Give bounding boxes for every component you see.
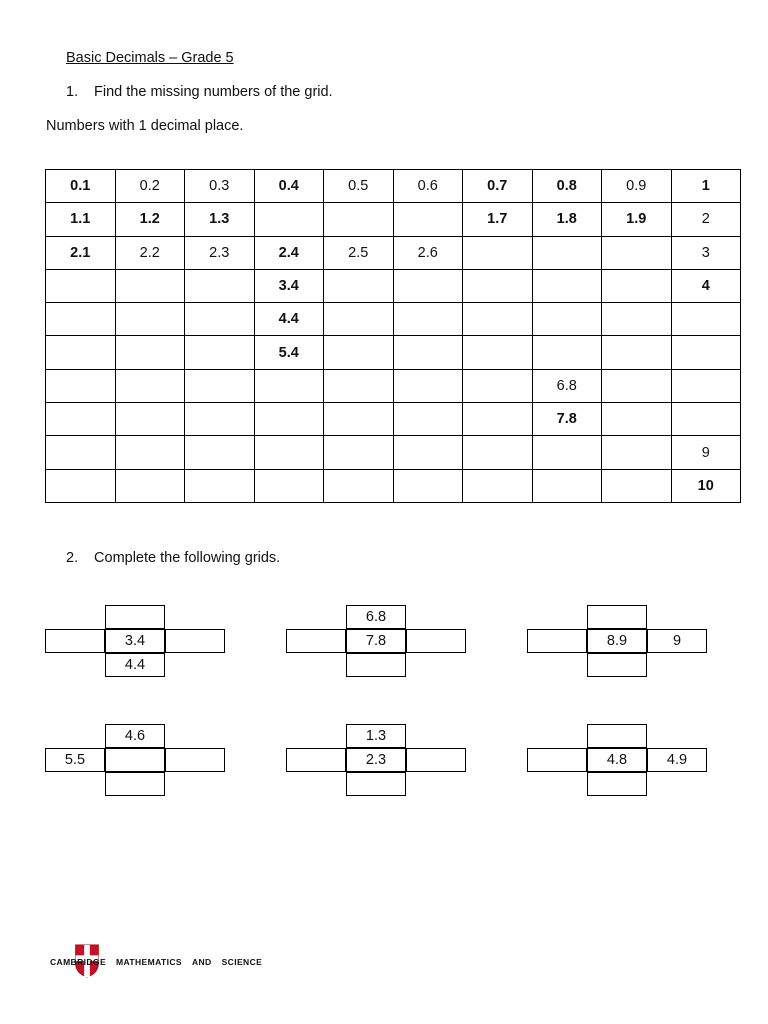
cross-cell-right[interactable]: [165, 748, 225, 772]
cross-cell-bottom[interactable]: [587, 653, 647, 677]
cross-cell-bottom[interactable]: [105, 772, 165, 796]
cross-cell-bottom[interactable]: [346, 653, 406, 677]
cross-grid-4: [45, 724, 227, 796]
grid-cell[interactable]: [463, 469, 533, 502]
grid-cell[interactable]: [46, 369, 116, 402]
grid-row: [46, 236, 741, 269]
cross-grid-2: [286, 605, 468, 677]
cross-cell-top[interactable]: [587, 724, 647, 748]
grid-cell[interactable]: [463, 303, 533, 336]
grid-cell[interactable]: [393, 469, 463, 502]
cross-cell-right[interactable]: 4.9: [647, 748, 707, 772]
grid-cell[interactable]: [185, 403, 255, 436]
cross-cell-right[interactable]: 9: [647, 629, 707, 653]
grid-cell[interactable]: 2.4: [254, 236, 324, 269]
grid-cell[interactable]: 0.4: [254, 170, 324, 203]
grid-cell[interactable]: [115, 369, 185, 402]
cross-cell-center[interactable]: 3.4: [105, 629, 165, 653]
cross-cell-top[interactable]: 4.6: [105, 724, 165, 748]
grid-cell[interactable]: [463, 403, 533, 436]
cross-cell-center[interactable]: [105, 748, 165, 772]
grid-cell[interactable]: 0.3: [185, 170, 255, 203]
grid-cell[interactable]: [254, 436, 324, 469]
grid-cell[interactable]: 1.8: [532, 203, 602, 236]
grid-cell[interactable]: [254, 469, 324, 502]
grid-cell[interactable]: [324, 469, 394, 502]
grid-cell[interactable]: [254, 203, 324, 236]
grid-row: [46, 403, 741, 436]
cross-cell-bottom[interactable]: [587, 772, 647, 796]
cross-grid-5: [286, 724, 468, 796]
grid-row: [46, 369, 741, 402]
cross-grid-3: [527, 605, 709, 677]
grid-cell[interactable]: 0.2: [115, 170, 185, 203]
question-1: [66, 84, 333, 100]
grid-cell[interactable]: 3.4: [254, 269, 324, 302]
grid-cell[interactable]: [393, 403, 463, 436]
cross-cell-center[interactable]: 8.9: [587, 629, 647, 653]
decimal-grid: [45, 169, 741, 503]
cross-cell-top[interactable]: 6.8: [346, 605, 406, 629]
grid-cell[interactable]: 1: [671, 170, 741, 203]
grid-cell[interactable]: [324, 403, 394, 436]
cross-cell-center[interactable]: 7.8: [346, 629, 406, 653]
grid-cell[interactable]: [532, 436, 602, 469]
grid-cell[interactable]: 0.1: [46, 170, 116, 203]
grid-cell[interactable]: [602, 236, 672, 269]
grid-cell[interactable]: [324, 203, 394, 236]
grid-cell[interactable]: 2.2: [115, 236, 185, 269]
grid-cell[interactable]: 4.4: [254, 303, 324, 336]
grid-cell[interactable]: [602, 369, 672, 402]
grid-row: [46, 170, 741, 203]
grid-cell[interactable]: 0.7: [463, 170, 533, 203]
question-1-text: Find the missing numbers of the grid.: [94, 84, 333, 100]
grid-cell[interactable]: [393, 203, 463, 236]
grid-cell[interactable]: [254, 403, 324, 436]
grid-cell[interactable]: [671, 336, 741, 369]
grid-cell[interactable]: 2.1: [46, 236, 116, 269]
grid-row: [46, 303, 741, 336]
grid-cell[interactable]: [393, 303, 463, 336]
cross-cell-left[interactable]: [527, 748, 587, 772]
grid-cell[interactable]: [46, 336, 116, 369]
grid-cell[interactable]: [671, 369, 741, 402]
grid-cell[interactable]: [324, 336, 394, 369]
grid-cell[interactable]: [393, 336, 463, 369]
cross-cell-top[interactable]: [105, 605, 165, 629]
cross-cell-top[interactable]: [587, 605, 647, 629]
grid-cell[interactable]: 9: [671, 436, 741, 469]
cross-cell-bottom[interactable]: 4.4: [105, 653, 165, 677]
grid-cell[interactable]: [46, 269, 116, 302]
grid-cell[interactable]: 1.9: [602, 203, 672, 236]
footer-branding: [50, 944, 272, 980]
grid-cell[interactable]: [463, 369, 533, 402]
cross-cell-left[interactable]: [286, 629, 346, 653]
grid-cell[interactable]: [185, 469, 255, 502]
grid-cell[interactable]: 2.5: [324, 236, 394, 269]
grid-cell[interactable]: 3: [671, 236, 741, 269]
grid-cell[interactable]: [393, 369, 463, 402]
grid-row: [46, 336, 741, 369]
question-2-number: 2.: [66, 550, 79, 566]
grid-cell[interactable]: 0.6: [393, 170, 463, 203]
grid-cell[interactable]: [602, 303, 672, 336]
worksheet-title: Basic Decimals – Grade 5: [66, 50, 234, 66]
cross-grid-1: [45, 605, 227, 677]
grid-row: [46, 269, 741, 302]
grid-cell[interactable]: 2.3: [185, 236, 255, 269]
grid-cell[interactable]: [463, 236, 533, 269]
grid-cell[interactable]: 6.8: [532, 369, 602, 402]
grid-cell[interactable]: [463, 336, 533, 369]
cross-cell-left[interactable]: [45, 629, 105, 653]
grid-cell[interactable]: 5.4: [254, 336, 324, 369]
grid-row: [46, 203, 741, 236]
grid-cell[interactable]: [324, 269, 394, 302]
cross-cell-left[interactable]: [527, 629, 587, 653]
grid-row: [46, 436, 741, 469]
cross-cell-bottom[interactable]: [346, 772, 406, 796]
question-2: [66, 550, 280, 566]
grid-cell[interactable]: [671, 303, 741, 336]
brand-science: SCIENCE: [221, 957, 263, 967]
grid-subheading: Numbers with 1 decimal place.: [46, 118, 244, 134]
cross-cell-left[interactable]: 5.5: [45, 748, 105, 772]
grid-cell[interactable]: [324, 369, 394, 402]
cross-cell-center[interactable]: 2.3: [346, 748, 406, 772]
grid-cell[interactable]: [602, 436, 672, 469]
grid-cell[interactable]: [671, 403, 741, 436]
brand-cambridge: CAMBRIDGE: [50, 957, 107, 967]
grid-cell[interactable]: 0.5: [324, 170, 394, 203]
grid-cell[interactable]: [115, 403, 185, 436]
brand-and: AND: [191, 957, 212, 967]
grid-cell[interactable]: [115, 469, 185, 502]
grid-cell[interactable]: [463, 436, 533, 469]
grid-cell[interactable]: [46, 469, 116, 502]
cross-grid-6: [527, 724, 709, 796]
grid-cell[interactable]: 1.1: [46, 203, 116, 236]
grid-cell[interactable]: [185, 303, 255, 336]
grid-cell[interactable]: [115, 269, 185, 302]
cross-cell-right[interactable]: [406, 629, 466, 653]
grid-cell[interactable]: [115, 336, 185, 369]
grid-cell[interactable]: [115, 436, 185, 469]
grid-cell[interactable]: 2: [671, 203, 741, 236]
grid-cell[interactable]: [532, 303, 602, 336]
grid-cell[interactable]: [602, 269, 672, 302]
grid-cell[interactable]: [185, 336, 255, 369]
grid-cell[interactable]: [254, 369, 324, 402]
grid-cell[interactable]: [115, 303, 185, 336]
grid-cell[interactable]: 2.6: [393, 236, 463, 269]
grid-cell[interactable]: [324, 303, 394, 336]
grid-cell[interactable]: [185, 269, 255, 302]
grid-cell[interactable]: [602, 403, 672, 436]
grid-cell[interactable]: [46, 403, 116, 436]
grid-cell[interactable]: 0.9: [602, 170, 672, 203]
cross-cell-top[interactable]: 1.3: [346, 724, 406, 748]
cross-cell-right[interactable]: [165, 629, 225, 653]
grid-cell[interactable]: [532, 336, 602, 369]
grid-cell[interactable]: [393, 269, 463, 302]
grid-cell[interactable]: [46, 303, 116, 336]
grid-cell[interactable]: 1.2: [115, 203, 185, 236]
grid-cell[interactable]: 1.7: [463, 203, 533, 236]
question-2-text: Complete the following grids.: [94, 550, 281, 566]
grid-cell[interactable]: [46, 436, 116, 469]
grid-cell[interactable]: [463, 269, 533, 302]
grid-cell[interactable]: [393, 436, 463, 469]
brand-mathematics: MATHEMATICS: [116, 957, 182, 967]
cross-cell-right[interactable]: [406, 748, 466, 772]
grid-cell[interactable]: [185, 436, 255, 469]
cross-cell-left[interactable]: [286, 748, 346, 772]
grid-cell[interactable]: [532, 469, 602, 502]
cross-cell-center[interactable]: 4.8: [587, 748, 647, 772]
question-1-number: 1.: [66, 84, 79, 100]
grid-cell[interactable]: 4: [671, 269, 741, 302]
grid-cell[interactable]: 1.3: [185, 203, 255, 236]
grid-cell[interactable]: 10: [671, 469, 741, 502]
grid-cell[interactable]: [324, 436, 394, 469]
grid-cell[interactable]: [532, 236, 602, 269]
grid-cell[interactable]: 7.8: [532, 403, 602, 436]
grid-cell[interactable]: [185, 369, 255, 402]
grid-cell[interactable]: 0.8: [532, 170, 602, 203]
grid-row: [46, 469, 741, 502]
grid-cell[interactable]: [602, 336, 672, 369]
grid-cell[interactable]: [602, 469, 672, 502]
grid-cell[interactable]: [532, 269, 602, 302]
